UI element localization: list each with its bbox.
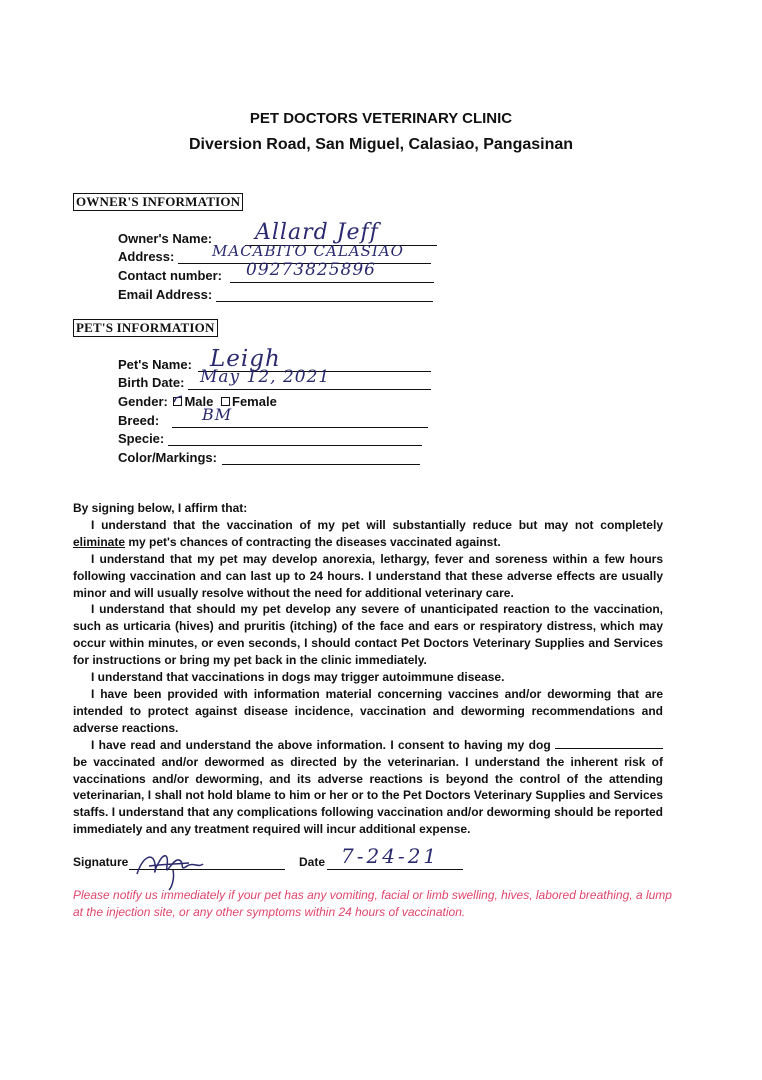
dog-name-blank[interactable] [555, 738, 663, 749]
pet-color-row [118, 449, 217, 467]
pet-breed-row [118, 405, 233, 430]
owner-contact-label: Contact number: [118, 268, 222, 283]
pet-name-value: Leigh [210, 346, 281, 372]
owner-contact-value: 09273825896 [246, 260, 376, 280]
pet-birth-value: May 12, 2021 [200, 367, 331, 387]
clinic-address: Diversion Road, San Miguel, Calasiao, Pangasinan [188, 136, 574, 153]
gender-male-label: Male [184, 394, 214, 409]
consent-paragraph-2: I understand that my pet may develop anorexia, lethargy, fever and soreness within a few hours following vaccination and can last up to 24 hours. I understand that these adverse effects are usually minor and will usually resolve without the need for additional veterinary care. [73, 551, 663, 600]
owner-email-row [118, 286, 212, 304]
clinic-name: PET DOCTORS VETERINARY CLINIC [249, 110, 513, 127]
pet-birth-label: Birth Date: [118, 375, 185, 390]
date-label: Date [299, 855, 326, 869]
date-value: 7-24-21 [341, 844, 440, 868]
pet-birth-row [118, 367, 331, 392]
owner-name-row [118, 220, 379, 248]
pet-gender-row [118, 393, 277, 411]
pet-name-label: Pet's Name: [118, 357, 192, 372]
owner-address-label: Address: [118, 249, 175, 264]
pet-breed-field[interactable] [172, 405, 428, 428]
pet-specie-field[interactable] [168, 445, 422, 446]
consent-paragraph-5: I have been provided with information material concerning vaccines and/or deworming that are intended to protect against disease incidence, vaccination and deworming recommendations and adverse reactions. [73, 686, 663, 735]
handwritten-signature [129, 844, 239, 892]
pet-specie-row [118, 430, 164, 448]
consent-text [73, 500, 663, 838]
pet-section-title: PET'S INFORMATION [73, 319, 218, 337]
consent-paragraph-4: I understand that vaccinations in dogs may trigger autoimmune disease. [91, 670, 505, 685]
owner-email-field[interactable] [216, 301, 433, 302]
gender-female-label: Female [232, 394, 277, 409]
owner-address-row [118, 242, 404, 266]
consent-paragraph-3: I understand that should my pet develop any severe of unanticipated reaction to the vaccination, such as urticaria (hives) and pruritis (itching) of the face and ears or respiratory distress, which may occur within minutes, or even seconds, I should contact Pet Doctors Veterinary Supplies and Services for instructions or bring my pet back in the clinic immediately. [73, 602, 663, 668]
pet-specie-label: Specie: [118, 431, 165, 446]
pet-breed-label: Breed: [118, 413, 160, 428]
owner-name-label: Owner's Name: [118, 231, 213, 246]
signature-row [73, 844, 673, 874]
pet-breed-value: BM [202, 405, 233, 424]
pet-color-field[interactable] [222, 464, 420, 465]
owner-section-title: OWNER'S INFORMATION [73, 193, 243, 211]
pet-gender-label: Gender: [118, 394, 168, 409]
owner-name-value: Allard Jeff [255, 220, 379, 245]
pet-name-row [118, 346, 281, 374]
consent-paragraph-6: I have read and understand the above information. I consent to having my dog be vaccinated and/or dewormed as directed by the veterinarian. I understand the inherent risk of vaccinations and/or deworming, and its adverse reactions is beyond the control of the attending veterinarian, I shall not hold blame to him or her or to the Pet Doctors Veterinary Supplies and Services staffs. I understand that any complications following vaccination and/or deworming should be reported immediately and any treatment required will incur additional expense. [73, 737, 663, 837]
notice-text: Please notify us immediately if your pet has any vomiting, facial or limb swelling, hives, labored breathing, a lump at the injection site, or any other symptoms within 24 hours of vaccination. [73, 888, 672, 919]
consent-intro: By signing below, I affirm that: [73, 501, 248, 515]
owner-address-value: MACABITO CALASIAO [212, 242, 404, 260]
signature-label: Signature [73, 855, 129, 869]
gender-male-checkbox[interactable] [173, 397, 182, 406]
owner-contact-row [118, 260, 376, 285]
consent-paragraph-1: I understand that the vaccination of my pet will substantially reduce but may not completely eliminate my pet's chances of contracting the diseases vaccinated against. [73, 517, 663, 549]
owner-contact-field[interactable] [230, 260, 434, 283]
pet-birth-field[interactable] [188, 367, 431, 390]
date-field[interactable] [327, 844, 463, 870]
owner-email-label: Email Address: [118, 287, 213, 302]
pet-color-label: Color/Markings: [118, 450, 217, 465]
